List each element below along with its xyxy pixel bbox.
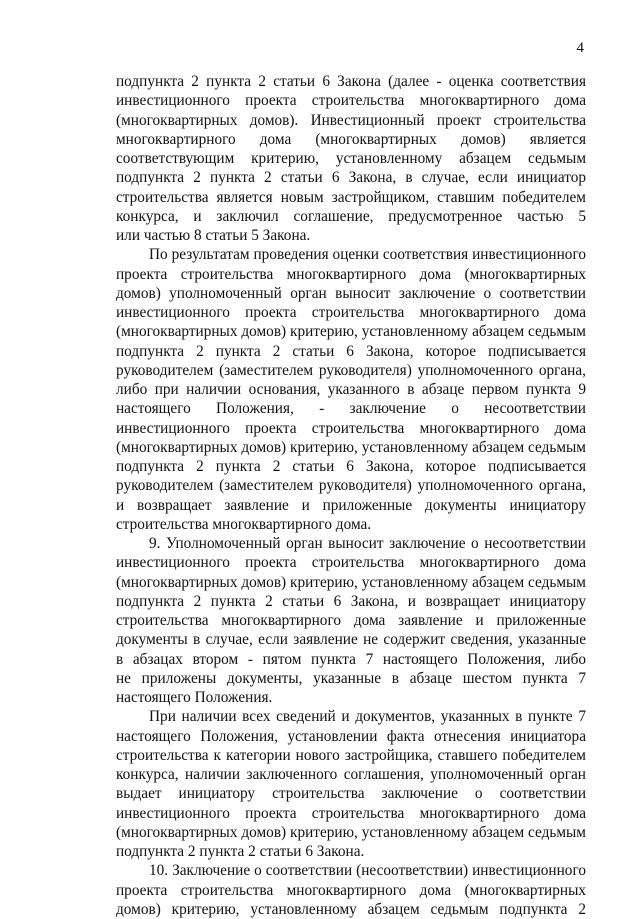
text-line: домов) уполномоченный орган выносит заключение о соответствии xyxy=(116,284,586,302)
text-line: (многоквартирных домов) критерию, установленному абзацем седьмым xyxy=(116,823,586,841)
text-line: инвестиционного проекта строительства многоквартирного дома xyxy=(116,92,586,110)
text-line: строительства к категории нового застройщика, ставшего победителем xyxy=(116,746,586,764)
paragraph-1 xyxy=(116,72,586,245)
page-number: 4 xyxy=(576,40,584,56)
text-line: подпункта 2 пункта 2 статьи 6 Закона, которое подписывается xyxy=(116,458,586,475)
text-line: руководителем (заместителем руководителя) уполномоченного органа, xyxy=(116,477,586,495)
text-line: проекта строительства многоквартирного дома (многоквартирных xyxy=(116,265,586,283)
text-line: в абзацах втором - пятом пункта 7 настоящего Положения, либо xyxy=(116,650,586,668)
text-line: документы в случае, если заявление не содержит сведения, указанные xyxy=(116,631,586,649)
paragraph-4 xyxy=(116,707,586,861)
text-line: настоящего Положения. xyxy=(116,689,273,706)
text-line: выдает инициатору строительства заключение о соответствии xyxy=(116,785,586,803)
paragraph-5 xyxy=(116,861,586,919)
text-line: инвестиционного проекта строительства многоквартирного дома xyxy=(116,554,586,572)
text-line: подпункта 2 пункта 2 статьи 6 Закона, в случае, если инициатор xyxy=(116,169,586,187)
text-line: проекта строительства многоквартирного дома (многоквартирных xyxy=(116,881,586,899)
text-line: 9. Уполномоченный орган выносит заключение о несоответствии xyxy=(149,535,586,552)
text-line: и возвращает заявление и приложенные документы инициатору xyxy=(116,496,586,514)
text-line: конкурса, и заключил соглашение, предусмотренное частью 5 xyxy=(116,207,586,225)
text-line: (многоквартирных домов) критерию, установленному абзацем седьмым xyxy=(116,323,586,341)
text-line: При наличии всех сведений и документов, указанных в пункте 7 xyxy=(149,708,586,726)
text-line: подпункта 2 пункта 2 статьи 6 Закона, и возвращает инициатору xyxy=(116,592,586,610)
text-line: (многоквартирных домов). Инвестиционный проект строительства xyxy=(116,111,586,129)
text-line: инвестиционного проекта строительства многоквартирного дома xyxy=(116,304,586,321)
paragraph-2 xyxy=(116,245,586,534)
text-line: соответствующим критерию, установленному абзацем седьмым xyxy=(116,150,586,167)
document-body xyxy=(116,72,586,919)
text-line: (многоквартирных домов) критерию, установленному абзацем седьмым xyxy=(116,438,586,456)
text-line: настоящего Положения, - заключение о несоответствии xyxy=(116,400,586,418)
text-line: подпункта 2 пункта 2 статьи 6 Закона (далее - оценка соответствия xyxy=(116,73,586,90)
text-line: По результатам проведения оценки соответствия инвестиционного xyxy=(149,246,586,264)
text-line: подпункта 2 пункта 2 статьи 6 Закона. xyxy=(116,843,365,860)
text-line: настоящего Положения, установлении факта отнесения инициатора xyxy=(116,727,586,745)
text-line: домов) критерию, установленному абзацем седьмым подпункта 2 xyxy=(116,900,586,918)
text-line: строительства многоквартирного дома заявление и приложенные xyxy=(116,612,586,629)
text-line: не приложены документы, указанные в абзаце шестом пункта 7 xyxy=(116,669,586,687)
text-line: 10. Заключение о соответствии (несоответствии) инвестиционного xyxy=(149,862,586,880)
text-line: инвестиционного проекта строительства многоквартирного дома xyxy=(116,419,586,437)
text-line: строительства многоквартирного дома. xyxy=(116,515,372,533)
text-line: инвестиционного проекта строительства многоквартирного дома xyxy=(116,804,586,822)
text-line: конкурса, наличии заключенного соглашения, уполномоченный орган xyxy=(116,766,586,783)
paragraph-3 xyxy=(116,534,586,707)
text-line: либо при наличии основания, указанного в абзаце первом пункта 9 xyxy=(116,381,586,398)
text-line: многоквартирного дома (многоквартирных домов) является xyxy=(116,130,586,148)
text-line: подпункта 2 пункта 2 статьи 6 Закона, которое подписывается xyxy=(116,342,586,360)
text-line: или частью 8 статьи 5 Закона. xyxy=(116,227,311,244)
text-line: руководителем (заместителем руководителя) уполномоченного органа, xyxy=(116,361,586,379)
text-line: (многоквартирных домов) критерию, установленному абзацем седьмым xyxy=(116,573,586,591)
text-line: строительства является новым застройщиком, ставшим победителем xyxy=(116,188,586,206)
